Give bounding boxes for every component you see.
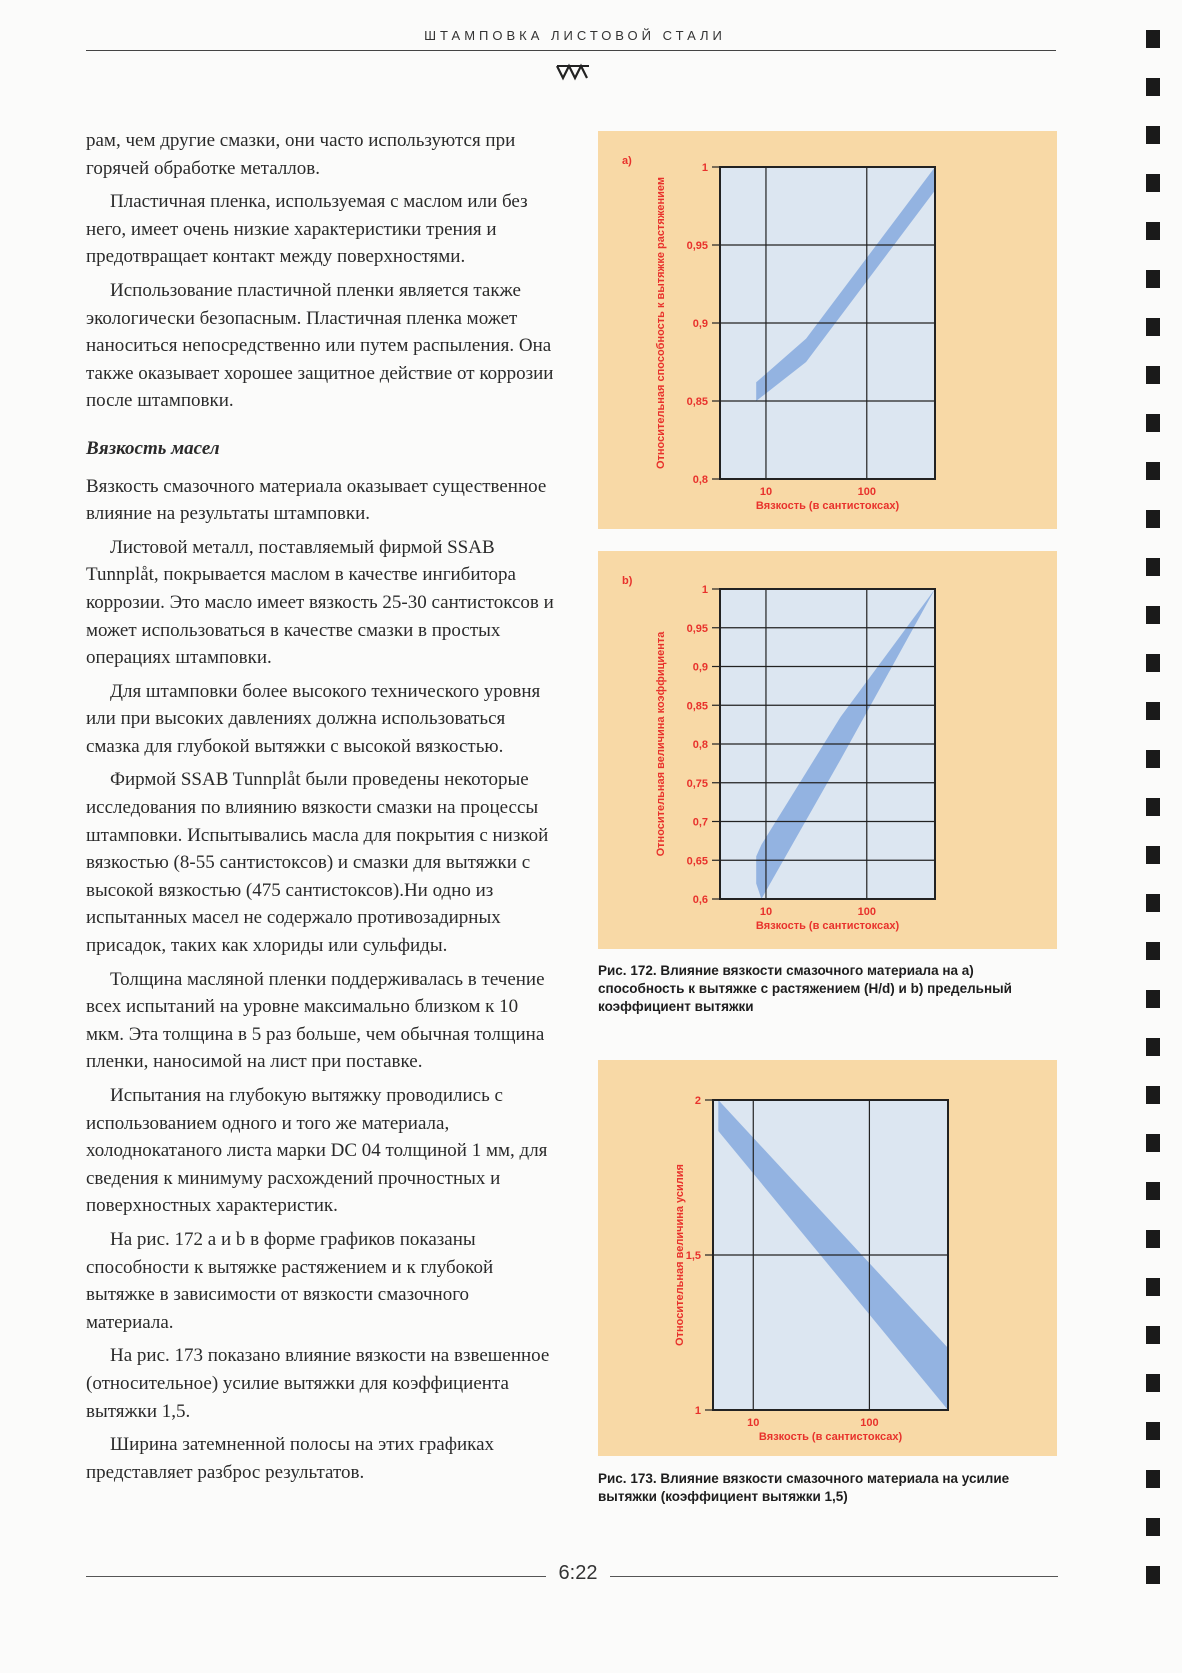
y-axis-label: Относительная способность к вытяжке растяжением [655, 176, 667, 470]
x-tick-label: 10 [747, 1417, 760, 1429]
binding-mark [1146, 942, 1160, 960]
binding-mark [1146, 462, 1160, 480]
x-tick-label: 100 [857, 486, 876, 498]
binding-mark [1146, 846, 1160, 864]
binding-mark [1146, 222, 1160, 240]
binding-mark [1146, 1422, 1160, 1440]
binding-marks [1146, 30, 1162, 1650]
y-tick-label: 0,85 [686, 396, 708, 408]
x-tick-label: 100 [860, 1417, 879, 1429]
binding-mark [1146, 990, 1160, 1008]
paragraph: На рис. 173 показано влияние вязкости на взвешенное (относительное) усилие вытяжки для коэффициента вытяжки 1,5. [86, 1345, 550, 1422]
binding-mark [1146, 414, 1160, 432]
x-axis-label: Вязкость (в сантистоксах) [755, 920, 900, 932]
paragraph: Использование пластичной пленки является также экологически безопасным. Пластичная пленка может наноситься непосредственно или путем распыления. Она также оказывает хорошее защитное действие от коррозии после штамповки. [86, 279, 554, 412]
chart-panel-a [598, 131, 1057, 529]
binding-mark [1146, 894, 1160, 912]
paragraph: рам, чем другие смазки, они часто используются при горячей обработке металлов. [86, 130, 516, 179]
binding-mark [1146, 1566, 1160, 1584]
binding-mark [1146, 1230, 1160, 1248]
footer-rule-right [610, 1576, 1058, 1577]
paragraph: Испытания на глубокую вытяжку проводились с использованием одного и того же материала, холоднокатаного листа марки DC 04 толщиной 1 мм, для сведения к минимуму расхождений прочностных и поверхностных характеристик. [86, 1085, 548, 1217]
y-tick-label: 0,8 [692, 474, 708, 486]
paragraph: На рис. 172 a и b в форме графиков показаны способности к вытяжке растяжением и к глубокой вытяжке в зависимости от вязкости смазочного материала. [86, 1228, 494, 1333]
y-tick-label: 0,65 [686, 855, 708, 868]
y-axis-label: Относительная величина усилия [674, 1164, 686, 1346]
binding-mark [1146, 654, 1160, 672]
binding-mark [1146, 1470, 1160, 1488]
panel-label: b) [622, 575, 633, 587]
section-heading: Вязкость масел [86, 437, 220, 459]
y-tick-label: 0,75 [686, 777, 708, 790]
binding-mark [1146, 750, 1160, 768]
figure-caption-173: Рис. 173. Влияние вязкости смазочного материала на усилие вытяжки (коэффициент вытяжки 1,5) [598, 1471, 1010, 1504]
binding-mark [1146, 510, 1160, 528]
x-axis-label: Вязкость (в сантистоксах) [758, 1431, 903, 1443]
y-tick-label: 0,9 [692, 661, 708, 674]
chart-a [598, 131, 1057, 529]
binding-mark [1146, 366, 1160, 384]
paragraph: Фирмой SSAB Tunnplåt были проведены некоторые исследования по влиянию вязкости смазки на процессы штамповки. Испытывались масла для покрытия с низкой вязкостью (8-55 сантистоксов) и смазки для вытяжки с высокой вязкостью (475 сантистоксов).Ни одно из испытанных масел не содержало противозадирных присадок, таких как хлориды или сульфиды. [86, 769, 549, 957]
y-tick-label: 0,7 [692, 816, 708, 829]
panel-label: a) [622, 155, 632, 167]
binding-mark [1146, 318, 1160, 336]
publisher-logo-icon [555, 62, 591, 82]
binding-mark [1146, 30, 1160, 48]
binding-mark [1146, 126, 1160, 144]
chart-panel-173 [598, 1060, 1057, 1456]
paragraph: Пластичная пленка, используемая с маслом или без него, имеет очень низкие характеристики трения и предотвращает контакт между поверхностями. [86, 191, 528, 268]
y-tick-label: 0,9 [692, 318, 708, 330]
y-tick-label: 0,95 [686, 622, 708, 635]
figure-caption-172: Рис. 172. Влияние вязкости смазочного материала на a) способность к вытяжке с растяжением (H/d) и b) предельный коэффициент вытяжки [598, 963, 1012, 1014]
binding-mark [1146, 270, 1160, 288]
binding-mark [1146, 1278, 1160, 1296]
binding-mark [1146, 1086, 1160, 1104]
y-tick-label: 2 [694, 1095, 701, 1107]
binding-mark [1146, 1518, 1160, 1536]
y-axis-label: Относительная величина коэффициента [655, 631, 667, 857]
y-tick-label: 0,95 [686, 240, 708, 252]
footer-rule-left [86, 1576, 546, 1577]
y-tick-label: 1,5 [685, 1250, 701, 1262]
x-tick-label: 10 [759, 906, 773, 918]
chart-173 [598, 1060, 1057, 1456]
paragraph: Толщина масляной пленки поддерживалась в течение всех испытаний на уровне максимально близком к 10 мкм. Эта толщина в 5 раз больше, чем обычная толщина пленки, наносимой на лист при поставке. [86, 968, 545, 1073]
page-header-title: ШТАМПОВКА ЛИСТОВОЙ СТАЛИ [424, 28, 726, 43]
chart-b [598, 551, 1057, 949]
binding-mark [1146, 78, 1160, 96]
paragraph: Для штамповки более высокого технического уровня или при высоких давлениях должна использоваться смазка для глубокой вытяжки с высокой вязкостью. [86, 680, 541, 757]
chart-panel-b [598, 551, 1057, 949]
binding-mark [1146, 1374, 1160, 1392]
y-tick-label: 1 [701, 584, 708, 596]
y-tick-label: 0,85 [686, 700, 708, 713]
paragraph: Вязкость смазочного материала оказывает существенное влияние на результаты штамповки. [86, 475, 547, 525]
paragraph: Ширина затемненной полосы на этих графиках представляет разброс результатов. [86, 1434, 495, 1483]
binding-mark [1146, 1038, 1160, 1056]
y-tick-label: 0,8 [692, 739, 708, 751]
x-axis-label: Вязкость (в сантистоксах) [755, 500, 900, 512]
header-rule [86, 50, 1056, 51]
x-tick-label: 100 [857, 906, 876, 918]
binding-mark [1146, 606, 1160, 624]
binding-mark [1146, 702, 1160, 720]
paragraph: Листовой металл, поставляемый фирмой SSAB Tunnplåt, покрывается маслом в качестве ингибитора коррозии. Это масло имеет вязкость 25-30 сантистоксов и может использоваться в качестве смазки в простых операциях штамповки. [86, 536, 554, 669]
y-tick-label: 0,6 [692, 894, 708, 906]
binding-mark [1146, 174, 1160, 192]
x-tick-label: 10 [759, 486, 773, 498]
y-tick-label: 1 [701, 162, 708, 174]
binding-mark [1146, 558, 1160, 576]
binding-mark [1146, 1182, 1160, 1200]
body-text-column [86, 127, 556, 1492]
page-number: 6:22 [558, 1562, 598, 1584]
binding-mark [1146, 798, 1160, 816]
y-tick-label: 1 [694, 1405, 701, 1417]
binding-mark [1146, 1326, 1160, 1344]
binding-mark [1146, 1134, 1160, 1152]
